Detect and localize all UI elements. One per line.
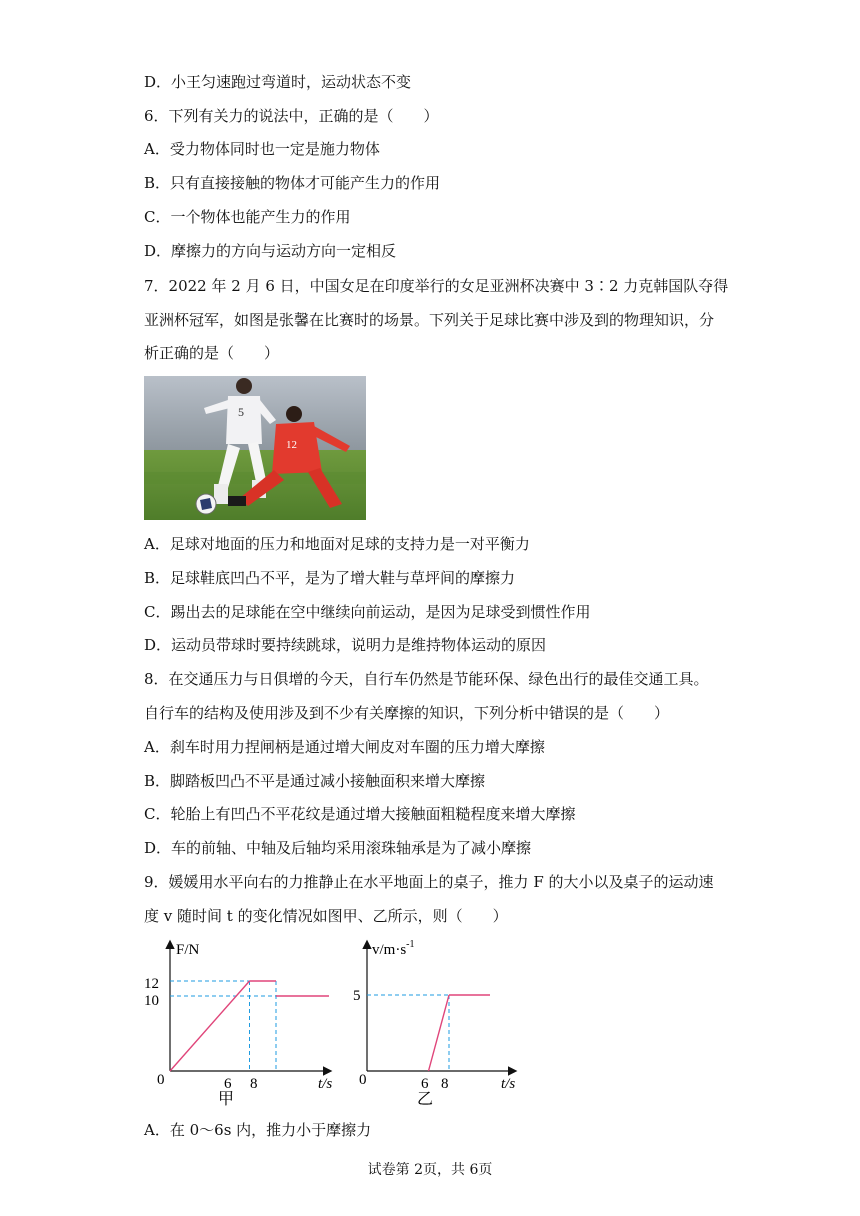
option-7c: C．踢出去的足球能在空中继续向前运动，是因为足球受到惯性作用 (144, 603, 591, 621)
yi-tick-6: 6 (421, 1076, 429, 1092)
option-5d: D．小王匀速跑过弯道时，运动状态不变 (144, 73, 412, 91)
option-8c: C．轮胎上有凹凸不平花纹是通过增大接触面粗糙程度来增大摩擦 (144, 805, 576, 823)
jia-tick-10: 10 (144, 993, 159, 1009)
question-8-stem-line2: 自行车的结构及使用涉及到不少有关摩擦的知识，下列分析中错误的是（ ） (144, 704, 670, 722)
svg-text:12: 12 (286, 439, 297, 451)
jia-origin-label: 0 (157, 1072, 165, 1088)
question-7-stem-line1: 7．2022 年 2 月 6 日，中国女足在印度举行的女足亚洲杯决赛中 3∶2 力克韩国队夺得 (144, 277, 729, 295)
jia-curve-segment-0 (170, 981, 250, 1071)
jia-x-axis-label: t/s (318, 1076, 333, 1092)
jia-tick-12: 12 (144, 976, 159, 992)
page-footer: 试卷第 2页，共 6页 (367, 1162, 493, 1178)
question-7-stem-line2: 亚洲杯冠军，如图是张馨在比赛时的场景。下列关于足球比赛中涉及到的物理知识，分 (144, 311, 715, 329)
option-8b: B．脚踏板凹凸不平是通过减小接触面积来增大摩擦 (144, 772, 486, 790)
yi-tick-5: 5 (353, 988, 361, 1004)
option-6b: B．只有直接接触的物体才可能产生力的作用 (144, 174, 441, 192)
jia-y-axis-label: F/N (176, 942, 200, 958)
option-7d: D．运动员带球时要持续跳球，说明力是维持物体运动的原因 (144, 636, 547, 654)
question-7-stem-line3: 析正确的是（ ） (144, 344, 280, 362)
question-9-stem-line1: 9．媛媛用水平向右的力推静止在水平地面上的桌子，推力 F 的大小以及桌子的运动速 (144, 873, 714, 891)
question-9-stem-line2: 度 v 随时间 t 的变化情况如图甲、乙所示，则（ ） (144, 907, 508, 925)
option-8a: A．刹车时用力捏闸柄是通过增大闸皮对车圈的压力增大摩擦 (144, 738, 545, 756)
soccer-match-photo (144, 376, 366, 520)
jia-tick-6: 6 (224, 1076, 232, 1092)
yi-curve-segment-0 (429, 995, 450, 1071)
question-6-stem: 6．下列有关力的说法中，正确的是（ ） (144, 107, 439, 125)
option-6d: D．摩擦力的方向与运动方向一定相反 (144, 242, 397, 260)
svg-text:5: 5 (238, 405, 244, 419)
option-7a: A．足球对地面的压力和地面对足球的支持力是一对平衡力 (144, 535, 530, 553)
question-8-stem-line1: 8．在交通压力与日俱增的今天，自行车仍然是节能环保、绿色出行的最佳交通工具。 (144, 670, 709, 688)
jia-tick-8: 8 (250, 1076, 258, 1092)
option-7b: B．足球鞋底凹凸不平，是为了增大鞋与草坪间的摩擦力 (144, 569, 516, 587)
option-8d: D．车的前轴、中轴及后轴均采用滚珠轴承是为了减小摩擦 (144, 839, 532, 857)
option-6c: C．一个物体也能产生力的作用 (144, 208, 351, 226)
option-6a: A．受力物体同时也一定是施力物体 (144, 140, 380, 158)
yi-origin-label: 0 (359, 1072, 367, 1088)
graph-yi (345, 932, 530, 1112)
graph-jia (140, 932, 340, 1112)
option-9a: A．在 0～6s 内，推力小于摩擦力 (144, 1121, 372, 1139)
yi-tick-8: 8 (441, 1076, 449, 1092)
yi-caption: 乙 (417, 1091, 434, 1108)
yi-y-axis-label: $v/m\cdot s^{-1}$ (372, 939, 415, 958)
yi-x-axis-label: t/s (501, 1076, 516, 1092)
jia-caption: 甲 (218, 1091, 235, 1108)
